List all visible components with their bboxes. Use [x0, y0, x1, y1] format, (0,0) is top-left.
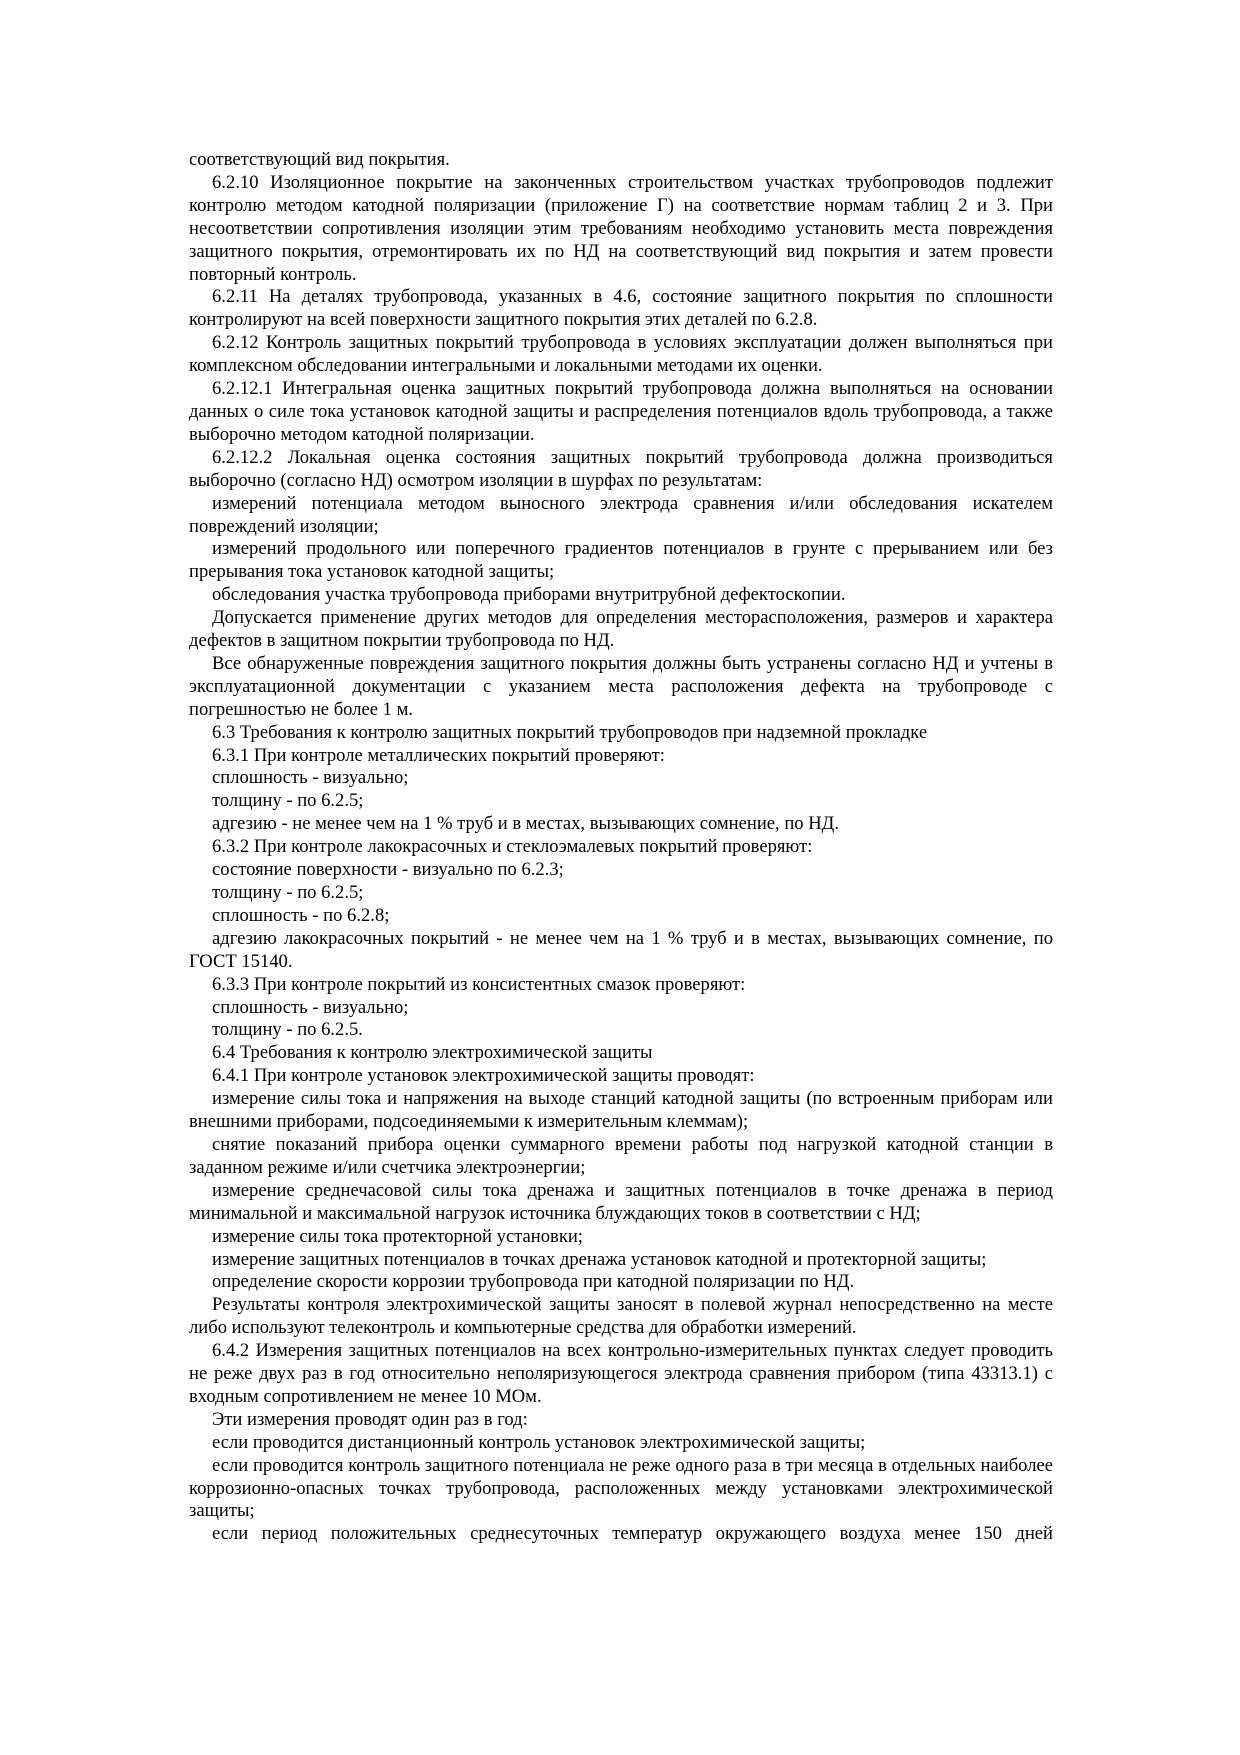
- paragraph: 6.3.3 При контроле покрытий из консистентных смазок проверяют:: [212, 973, 746, 995]
- paragraph: Все обнаруженные повреждения защитного покрытия должны быть устранены согласно НД и учтены в эксплуатационной документации с указанием места расположения дефекта на трубопроводе с погрешностью не более 1 м.: [189, 652, 1053, 720]
- paragraph: определение скорости коррозии трубопровода при катодной поляризации по НД.: [212, 1271, 855, 1293]
- paragraph: 6.2.12.1 Интегральная оценка защитных покрытий трубопровода должна выполняться на основании данных о силе тока установок катодной защиты и распределения потенциалов вдоль трубопровода, а также выборочно методом катодной поляризации.: [189, 378, 1053, 445]
- paragraph: снятие показаний прибора оценки суммарного времени работы под нагрузкой катодной станции в заданном режиме и/или счетчика электроэнергии;: [189, 1133, 1053, 1178]
- paragraph: 6.4.2 Измерения защитных потенциалов на всех контрольно-измерительных пунктах следует проводить не реже двух раз в год относительно неполяризующегося электрода сравнения прибором (типа 43313.1) с входным сопротивлением не менее 10 МОм.: [189, 1340, 1053, 1407]
- paragraph: если проводится контроль защитного потенциала не реже одного раза в три месяца в отдельных наиболее коррозионно-опасных точках трубопровода, расположенных между установками электрохимической защиты;: [189, 1454, 1053, 1522]
- paragraph: сплошность - визуально;: [212, 996, 409, 1018]
- paragraph: 6.2.11 На деталях трубопровода, указанных в 4.6, состояние защитного покрытия по сплошности контролируют на всей поверхности защитного покрытия этих деталей по 6.2.8.: [189, 286, 1053, 331]
- paragraph: измерение силы тока протекторной установки;: [212, 1225, 583, 1247]
- paragraph: 6.2.10 Изоляционное покрытие на законченных строительством участках трубопроводов подлежит контролю методом катодной поляризации (приложение Г) на соответствие нормам таблиц 2 и 3. При несоответствии сопротивления изоляции этим требованиям необходимо установить места повреждения защитного покрытия, отремонтировать их по НД на соответствующий вид покрытия и затем провести повторный контроль.: [189, 171, 1053, 285]
- paragraph: соответствующий вид покрытия.: [189, 149, 450, 170]
- paragraph: толщину - по 6.2.5.: [212, 1019, 363, 1041]
- paragraph: измерений потенциала методом выносного электрода сравнения и/или обследования искателем повреждений изоляции;: [189, 492, 1053, 537]
- paragraph: измерение силы тока и напряжения на выходе станций катодной защиты (по встроенным приборам или внешними приборами, подсоединяемыми к измерительным клеммам);: [189, 1088, 1053, 1133]
- paragraph: Результаты контроля электрохимической защиты заносят в полевой журнал непосредственно на месте либо используют телеконтроль и компьютерные средства для обработки измерений.: [189, 1294, 1053, 1339]
- paragraph: если проводится дистанционный контроль установок электрохимической защиты;: [212, 1431, 866, 1453]
- document-page: [189, 149, 1053, 1546]
- paragraph: если период положительных среднесуточных температур окружающего воздуха менее 150 дней: [212, 1523, 1053, 1545]
- paragraph: 6.4.1 При контроле установок электрохимической защиты проводят:: [212, 1065, 755, 1087]
- paragraph: толщину - по 6.2.5;: [212, 882, 364, 903]
- paragraph: сплошность - визуально;: [212, 767, 409, 789]
- paragraph: сплошность - по 6.2.8;: [212, 904, 390, 926]
- paragraph: обследования участка трубопровода приборами внутритрубной дефектоскопии.: [212, 584, 846, 606]
- paragraph: 6.3.1 При контроле металлических покрытий проверяют:: [212, 744, 665, 766]
- paragraph: адгезию - не менее чем на 1 % труб и в местах, вызывающих сомнение, по НД.: [212, 813, 839, 835]
- paragraph: Эти измерения проводят один раз в год:: [212, 1408, 528, 1430]
- paragraph: 6.3.2 При контроле лакокрасочных и стеклоэмалевых покрытий проверяют:: [212, 836, 813, 858]
- paragraph: измерений продольного или поперечного градиентов потенциалов в грунте с прерыванием или без прерывания тока установок катодной защиты;: [189, 538, 1053, 583]
- paragraph: толщину - по 6.2.5;: [212, 790, 364, 812]
- paragraph: 6.2.12 Контроль защитных покрытий трубопровода в условиях эксплуатации должен выполняться при комплексном обследовании интегральными и локальными методами их оценки.: [189, 332, 1053, 377]
- paragraph: измерение среднечасовой силы тока дренажа и защитных потенциалов в точке дренажа в период минимальной и максимальной нагрузок источника блуждающих токов в соответствии с НД;: [189, 1179, 1053, 1224]
- paragraph: Допускается применение других методов для определения месторасположения, размеров и характера дефектов в защитном покрытии трубопровода по НД.: [189, 607, 1053, 652]
- paragraph: адгезию лакокрасочных покрытий - не менее чем на 1 % труб и в местах, вызывающих сомнение, по ГОСТ 15140.: [189, 927, 1053, 972]
- paragraph: 6.2.12.2 Локальная оценка состояния защитных покрытий трубопровода должна производиться выборочно (согласно НД) осмотром изоляции в шурфах по результатам:: [189, 446, 1053, 491]
- paragraph: измерение защитных потенциалов в точках дренажа установок катодной и протекторной защиты;: [212, 1248, 987, 1270]
- paragraph: 6.4 Требования к контролю электрохимической защиты: [212, 1042, 653, 1064]
- paragraph: состояние поверхности - визуально по 6.2.3;: [212, 859, 564, 881]
- paragraph: 6.3 Требования к контролю защитных покрытий трубопроводов при надземной прокладке: [212, 721, 928, 743]
